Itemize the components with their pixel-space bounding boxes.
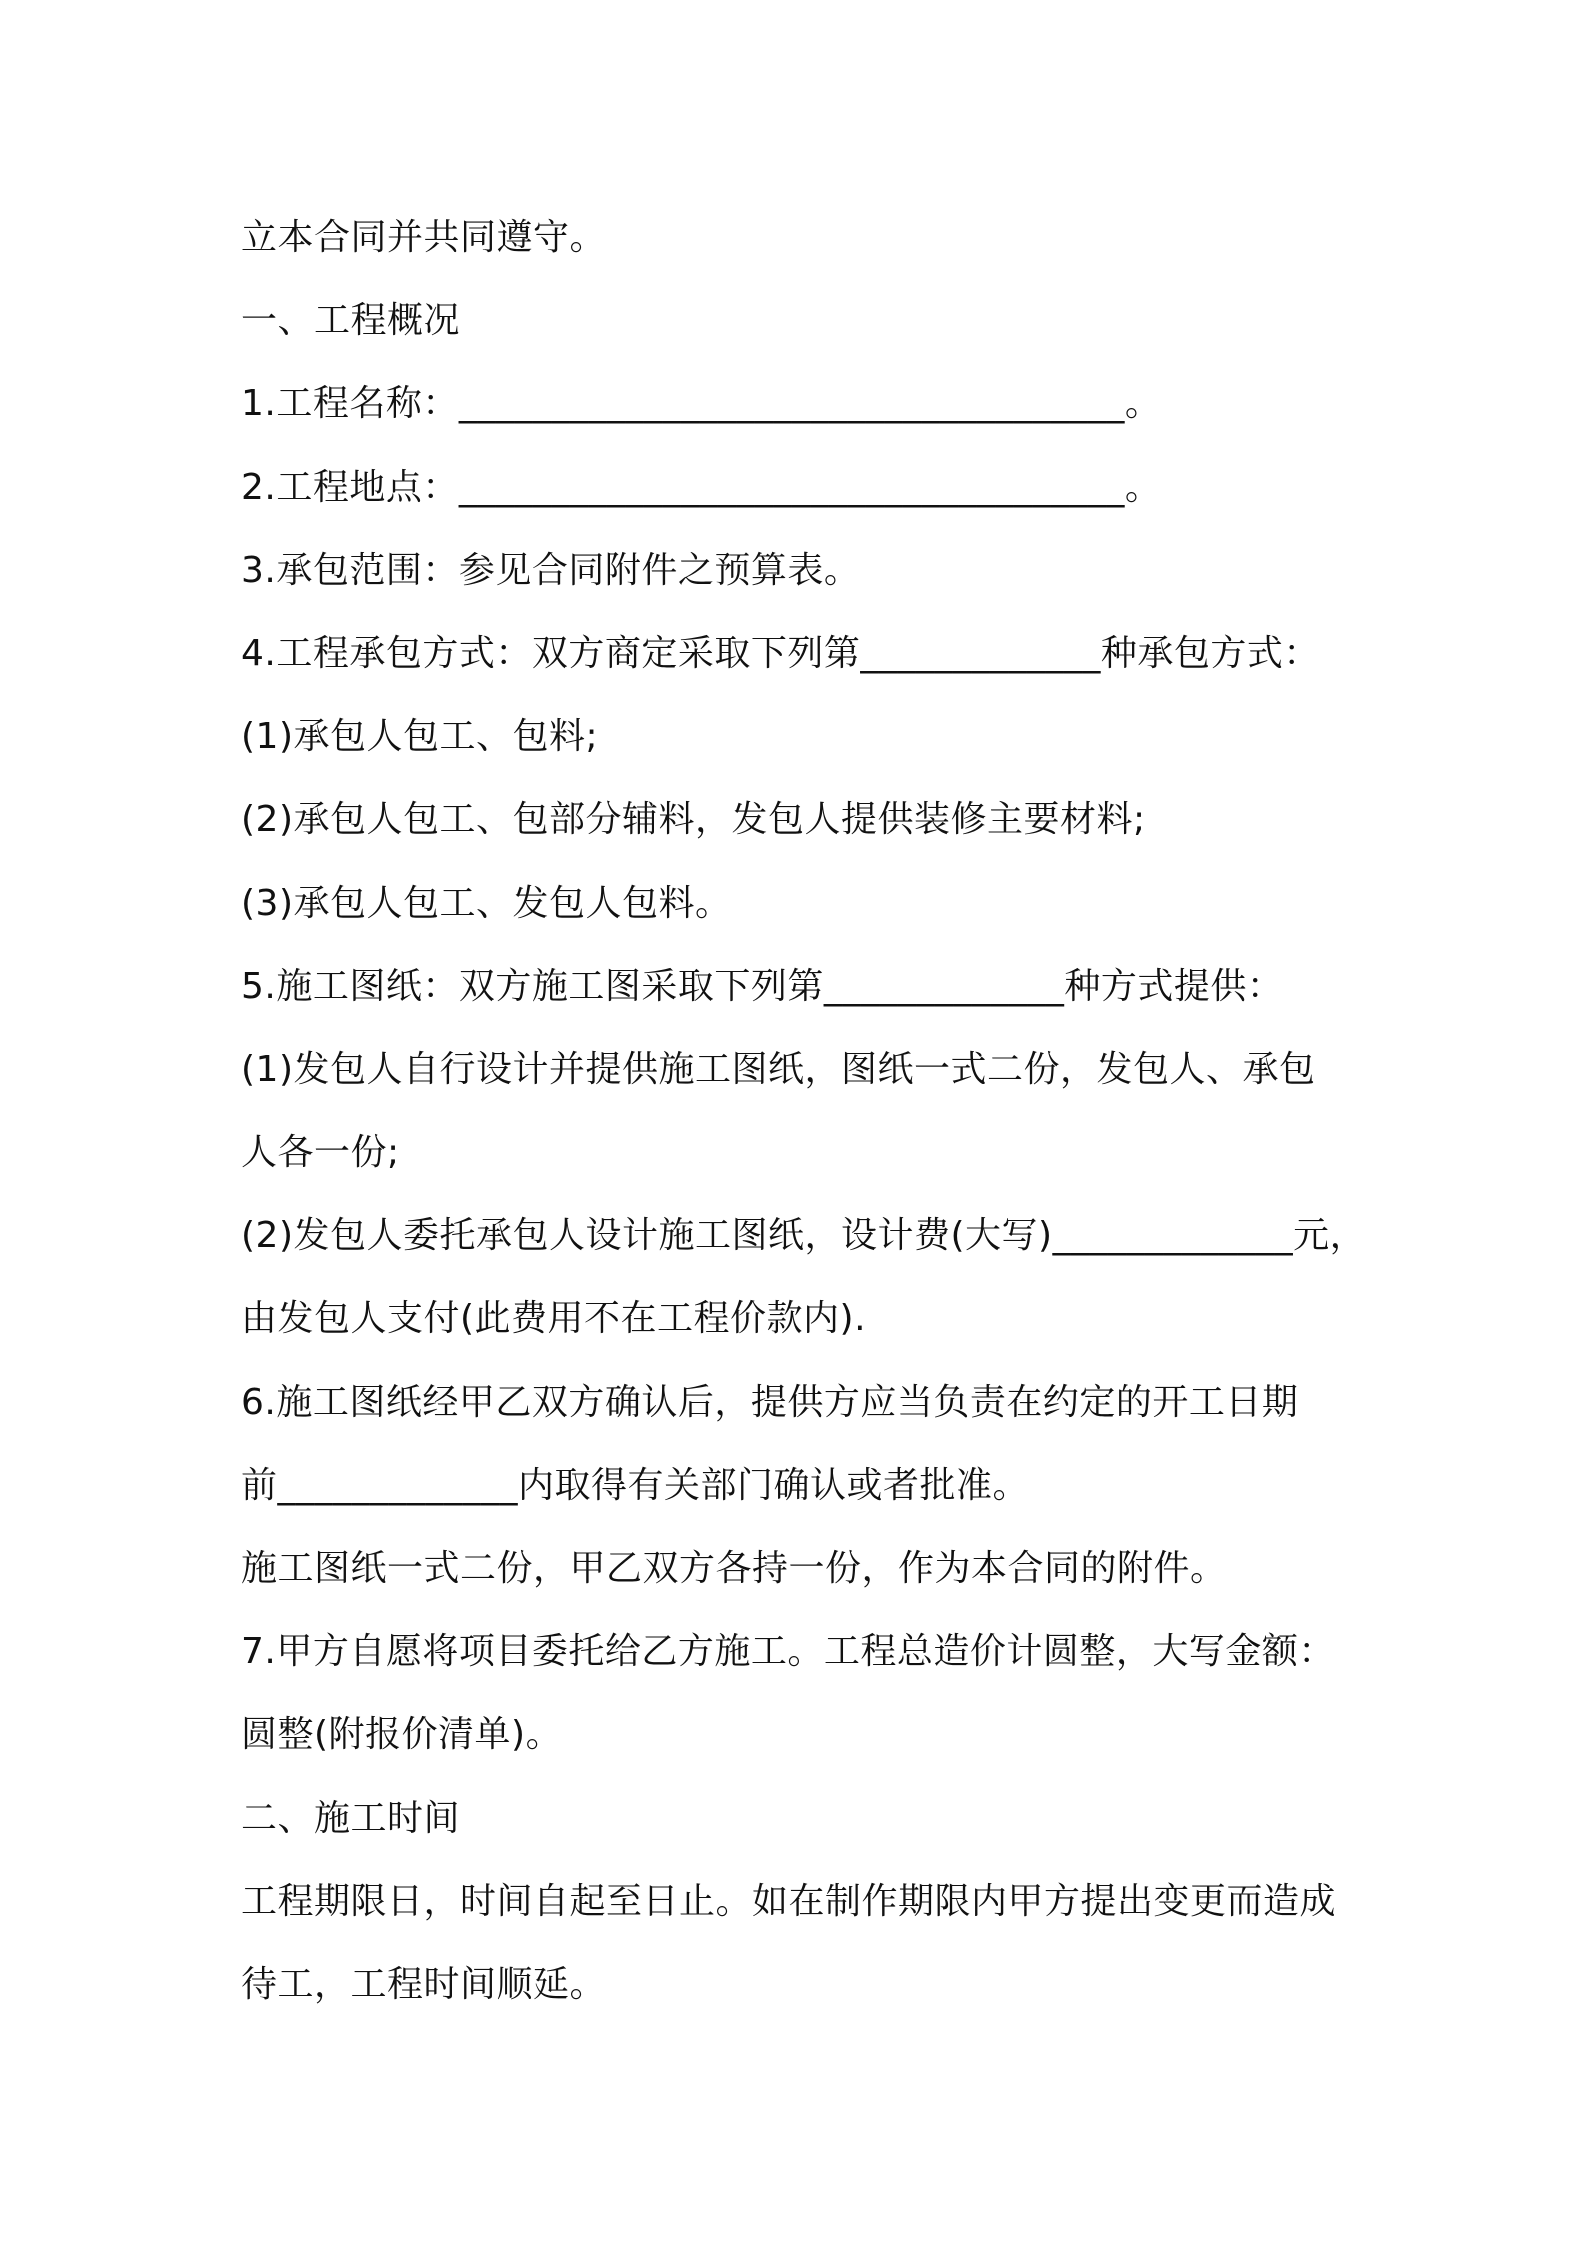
drawings-option-1: (1)发包人自行设计并提供施工图纸，图纸一式二份，发包人、承包 [241,1048,1316,1090]
contract-method-option-3: (3)承包人包工、发包人包料。 [241,882,732,924]
contract-method-option-1: (1)承包人包工、包料; [241,716,599,758]
project-location-field: 2.工程地点：____________________________________。 [241,466,1162,508]
drawings-line: 5.施工图纸：双方施工图采取下列第_____________种方式提供： [241,965,1284,1007]
contract-scope-line: 3.承包范围：参见合同附件之预算表。 [241,549,861,591]
construction-period-line: 工程期限日，时间自起至日止。如在制作期限内甲方提出变更而造成 [241,1880,1337,1922]
contract-method-line: 4.工程承包方式：双方商定采取下列第_____________种承包方式： [241,632,1320,674]
drawings-option-2: (2)发包人委托承包人设计施工图纸，设计费(大写)_____________元， [241,1215,1367,1257]
text-line-intro: 立本合同并共同遵守。 [241,217,607,258]
contract-method-option-2: (2)承包人包工、包部分辅料，发包人提供装修主要材料; [241,799,1146,841]
drawings-confirmation-continued: 前_____________内取得有关部门确认或者批准。 [241,1464,1030,1506]
drawings-option-1-continued: 人各一份; [241,1132,400,1174]
construction-period-continued: 待工，工程时间顺延。 [241,1963,607,2005]
drawings-copies-line: 施工图纸一式二份，甲乙双方各持一份，作为本合同的附件。 [241,1548,1227,1589]
drawings-confirmation-line: 6.施工图纸经甲乙双方确认后，提供方应当负责在约定的开工日期 [241,1381,1299,1423]
project-name-field: 1.工程名称：____________________________________。 [241,383,1162,425]
drawings-option-2-continued: 由发包人支付(此费用不在工程价款内). [241,1298,867,1340]
total-cost-continued: 圆整(附报价清单)。 [241,1714,563,1756]
document-body [241,196,1371,2026]
section-heading-project-overview: 一、工程概况 [241,300,461,342]
section-heading-construction-time: 二、施工时间 [241,1797,461,1839]
total-cost-line: 7.甲方自愿将项目委托给乙方施工。工程总造价计圆整，大写金额： [241,1631,1335,1673]
